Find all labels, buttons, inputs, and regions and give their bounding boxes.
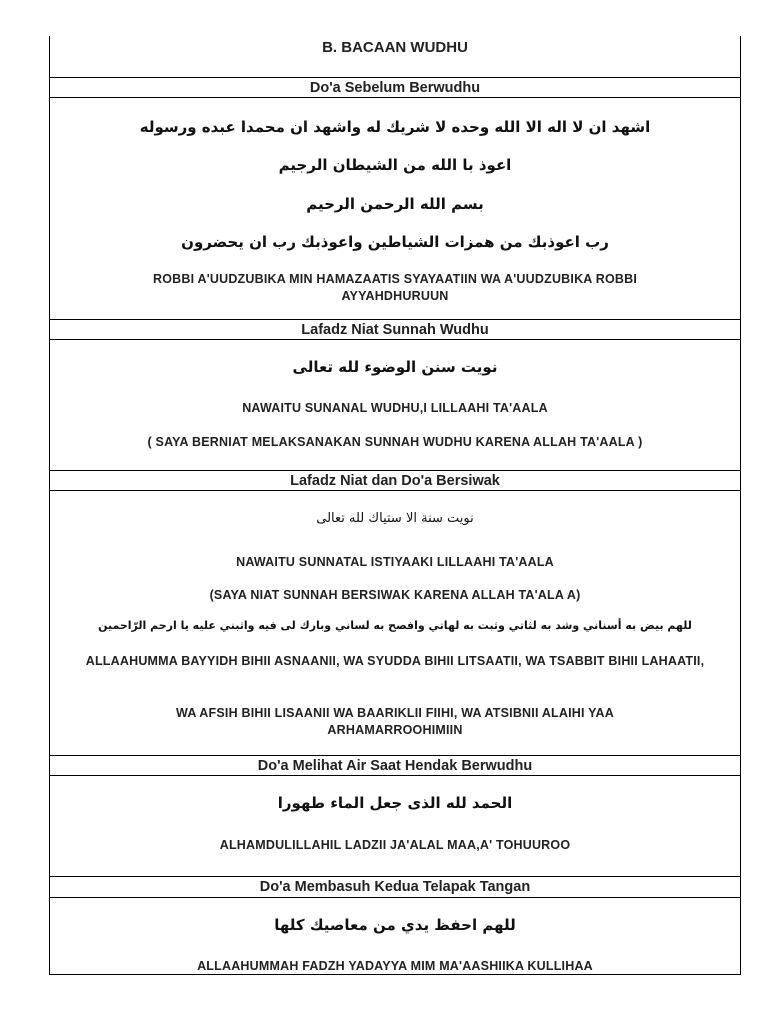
arabic-text: نويت سنن الوضوء لله تعالى xyxy=(292,358,498,376)
arabic-text: اعوذ با الله من الشيطان الرجيم xyxy=(278,156,512,174)
transliteration-text: NAWAITU SUNNATAL ISTIYAAKI LILLAAHI TA'AALA xyxy=(236,555,554,569)
transliteration-text: WA AFSIH BIHII LISAANII WA BAARIKLII FIIHI, WA ATSIBNII ALAIHI YAA ARHAMARROOHIMIIN xyxy=(176,706,614,737)
translation-text: (SAYA NIAT SUNNAH BERSIWAK KARENA ALLAH TA'ALA A) xyxy=(209,588,581,602)
wudhu-table xyxy=(49,36,741,975)
transliteration-text: ALLAAHUMMAH FADZH YADAYYA MIM MA'AASHIIKA KULLIHAA xyxy=(197,959,593,973)
section-body-row xyxy=(50,897,740,975)
arabic-text: للهم بيض به أسناني وشد به لثاتي وثبت به لهاتي وافصح به لساني وبارك لى فيه واثبني عليه يا ارحم الرّاحمين xyxy=(98,619,692,632)
section-body-row xyxy=(50,775,740,876)
section-header-melihat-air: Do'a Melihat Air Saat Hendak Berwudhu xyxy=(257,758,533,774)
section-body-row xyxy=(50,97,740,319)
section-body-row xyxy=(50,339,740,470)
title-row xyxy=(50,36,740,77)
arabic-text: بسم الله الرحمن الرحيم xyxy=(306,195,484,213)
transliteration-text: ALHAMDULILLAHIL LADZII JA'ALAL MAA,A' TOHUUROO xyxy=(219,838,571,852)
section-header-row xyxy=(50,755,740,775)
page-title: B. BACAAN WUDHU xyxy=(322,39,468,56)
section-header-row xyxy=(50,876,740,897)
section-header-bersiwak: Lafadz Niat dan Do'a Bersiwak xyxy=(290,473,500,489)
section-header-row xyxy=(50,470,740,490)
section-header-niat-sunnah-wudhu: Lafadz Niat Sunnah Wudhu xyxy=(301,322,489,338)
arabic-text: الحمد لله الذى جعل الماء طهورا xyxy=(277,794,513,812)
translation-text: ( SAYA BERNIAT MELAKSANAKAN SUNNAH WUDHU KARENA ALLAH TA'AALA ) xyxy=(147,435,643,449)
section-header-sebelum-berwudhu: Do'a Sebelum Berwudhu xyxy=(309,80,481,96)
arabic-text: للهم احفظ يدي من معاصيك كلها xyxy=(274,916,516,934)
section-header-telapak-tangan: Do'a Membasuh Kedua Telapak Tangan xyxy=(259,879,531,895)
section-header-row xyxy=(50,77,740,97)
arabic-text: نويت سنة الا ستياك لله تعالى xyxy=(316,511,474,526)
arabic-text: رب اعوذبك من همزات الشياطين واعوذبك رب ان يحضرون xyxy=(181,233,609,251)
arabic-text: اشهد ان لا اله الا الله وحده لا شريك له واشهد ان محمدا عبده ورسوله xyxy=(139,118,651,136)
transliteration-text: NAWAITU SUNANAL WUDHU,I LILLAAHI TA'AALA xyxy=(242,401,548,415)
transliteration-text: ROBBI A'UUDZUBIKA MIN HAMAZAATIS SYAYAATIIN WA A'UUDZUBIKA ROBBI AYYAHDHURUUN xyxy=(152,272,638,303)
section-body-row xyxy=(50,490,740,755)
section-header-row xyxy=(50,319,740,339)
transliteration-text: ALLAAHUMMA BAYYIDH BIHII ASNAANII, WA SYUDDA BIHII LITSAATII, WA TSABBIT BIHII LAHAATII, xyxy=(85,654,705,668)
